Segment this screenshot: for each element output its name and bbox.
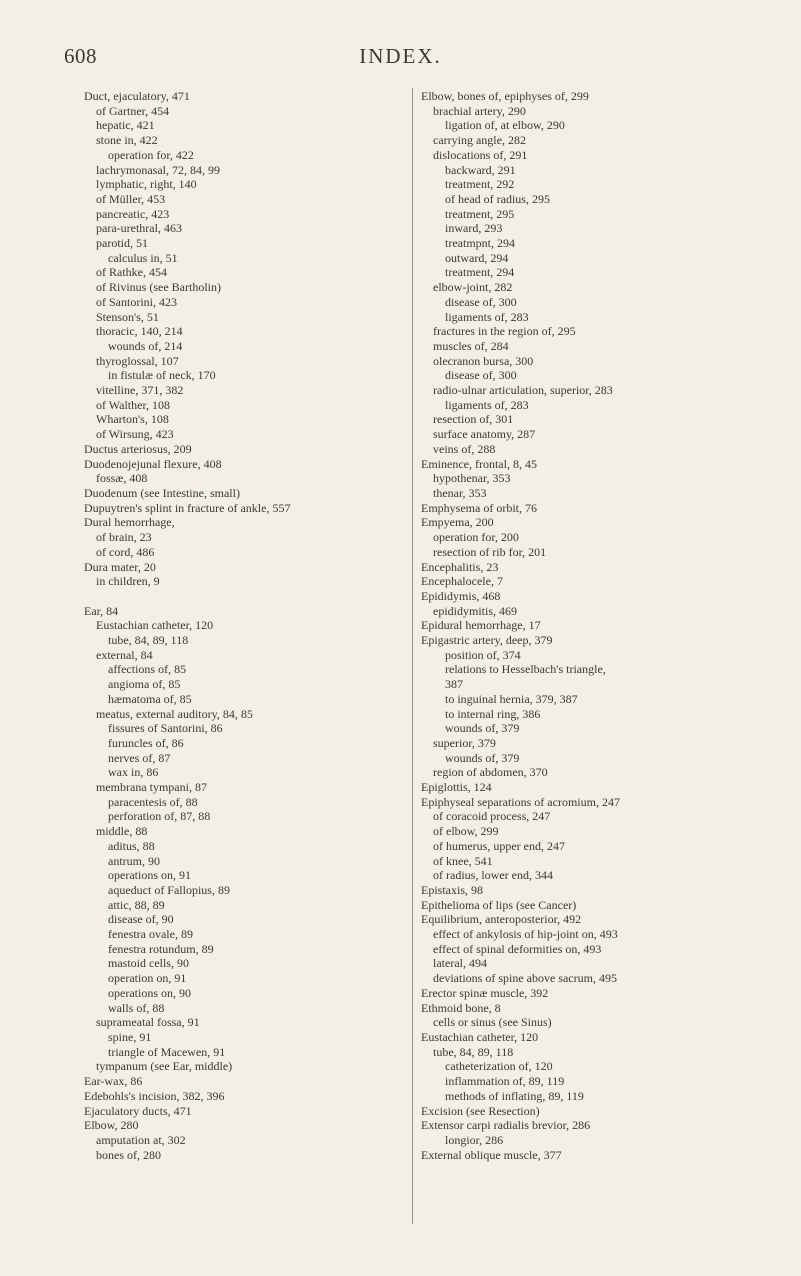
index-entry: Extensor carpi radialis brevior, 286 xyxy=(421,1118,591,1133)
index-entry: treatment, 295 xyxy=(445,206,515,221)
index-entry: Excision (see Resection) xyxy=(421,1103,540,1118)
index-entry: Wharton's, 108 xyxy=(96,412,169,427)
index-entry: 387 xyxy=(445,677,463,692)
index-entry: operation for, 200 xyxy=(433,530,519,545)
index-entry: wounds of, 379 xyxy=(445,721,520,736)
index-entry: Stenson's, 51 xyxy=(96,309,159,324)
index-entry: middle, 88 xyxy=(96,824,148,839)
index-entry: of cord, 486 xyxy=(96,544,155,559)
index-entry: to inguinal hernia, 379, 387 xyxy=(445,691,578,706)
index-entry: furuncles of, 86 xyxy=(108,735,184,750)
index-entry: Ethmoid bone, 8 xyxy=(421,1000,501,1015)
index-entry: ligaments of, 283 xyxy=(445,309,529,324)
index-entry: bones of, 280 xyxy=(96,1147,161,1162)
index-entry: Epithelioma of lips (see Cancer) xyxy=(421,897,577,912)
index-entry: Dural hemorrhage, xyxy=(84,515,175,530)
index-entry: of Müller, 453 xyxy=(96,191,166,206)
index-entry: triangle of Macewen, 91 xyxy=(108,1044,226,1059)
index-entry: effect of spinal deformities on, 493 xyxy=(433,941,602,956)
index-column-left xyxy=(84,89,404,1162)
index-entry: of coracoid process, 247 xyxy=(433,809,551,824)
index-entry: veins of, 288 xyxy=(433,441,496,456)
index-entry: to internal ring, 386 xyxy=(445,706,541,721)
index-entry: nerves of, 87 xyxy=(108,750,171,765)
index-entry: Ear-wax, 86 xyxy=(84,1074,143,1089)
index-entry: parotid, 51 xyxy=(96,236,148,251)
index-entry: in fistulæ of neck, 170 xyxy=(108,368,216,383)
index-entry: operations on, 90 xyxy=(108,985,191,1000)
index-entry: relations to Hesselbach's triangle, xyxy=(445,662,606,677)
index-entry: affections of, 85 xyxy=(108,662,187,677)
index-entry: Erector spinæ muscle, 392 xyxy=(421,985,549,1000)
index-entry: treatment, 292 xyxy=(445,177,515,192)
index-entry: Epiglottis, 124 xyxy=(421,780,492,795)
index-entry: of Gartner, 454 xyxy=(96,103,170,118)
index-entry: carrying angle, 282 xyxy=(433,133,526,148)
index-entry: methods of inflating, 89, 119 xyxy=(445,1088,584,1103)
index-entry: in children, 9 xyxy=(96,574,160,589)
index-entry: aditus, 88 xyxy=(108,838,155,853)
index-entry: stone in, 422 xyxy=(96,133,158,148)
index-entry: of Wirsung, 423 xyxy=(96,427,174,442)
index-entry: Emphysema of orbit, 76 xyxy=(421,500,537,515)
index-entry: radio-ulnar articulation, superior, 283 xyxy=(433,383,613,398)
index-entry: of elbow, 299 xyxy=(433,824,499,839)
index-entry: hæmatoma of, 85 xyxy=(108,691,192,706)
index-entry: walls of, 88 xyxy=(108,1000,165,1015)
index-entry: Dupuytren's splint in fracture of ankle, 557 xyxy=(84,500,291,515)
index-entry: Equilibrium, anteroposterior, 492 xyxy=(421,912,582,927)
index-entry: aqueduct of Fallopius, 89 xyxy=(108,882,230,897)
index-entry: para-urethral, 463 xyxy=(96,221,182,236)
index-entry: resection of rib for, 201 xyxy=(433,544,547,559)
index-entry: epididymitis, 469 xyxy=(433,603,517,618)
index-entry: dislocations of, 291 xyxy=(433,147,528,162)
index-entry: surface anatomy, 287 xyxy=(433,427,536,442)
index-entry: Encephalitis, 23 xyxy=(421,559,499,574)
index-entry: deviations of spine above sacrum, 495 xyxy=(433,971,617,986)
index-entry: muscles of, 284 xyxy=(433,338,509,353)
index-entry: Edebohls's incision, 382, 396 xyxy=(84,1088,225,1103)
index-entry: of Rivinus (see Bartholin) xyxy=(96,280,221,295)
index-entry: antrum, 90 xyxy=(108,853,160,868)
index-entry: Epididymis, 468 xyxy=(421,588,501,603)
index-entry: External oblique muscle, 377 xyxy=(421,1147,562,1162)
index-entry: Epistaxis, 98 xyxy=(421,882,483,897)
index-entry: fenestra rotundum, 89 xyxy=(108,941,214,956)
index-entry: Eustachian catheter, 120 xyxy=(96,618,214,633)
index-entry: effect of ankylosis of hip-joint on, 493 xyxy=(433,927,618,942)
page-title: INDEX. xyxy=(359,44,442,68)
index-entry: thyroglossal, 107 xyxy=(96,353,179,368)
index-entry: angioma of, 85 xyxy=(108,677,181,692)
index-entry: treatment, 294 xyxy=(445,265,515,280)
index-entry: elbow-joint, 282 xyxy=(433,280,513,295)
index-entry: olecranon bursa, 300 xyxy=(433,353,534,368)
index-entry: Duodenum (see Intestine, small) xyxy=(84,485,240,500)
index-entry: lymphatic, right, 140 xyxy=(96,177,197,192)
index-entry: hepatic, 421 xyxy=(96,118,155,133)
index-entry: of radius, lower end, 344 xyxy=(433,868,553,883)
column-divider xyxy=(412,88,413,1224)
index-entry: meatus, external auditory, 84, 85 xyxy=(96,706,253,721)
index-entry: Ear, 84 xyxy=(84,603,119,618)
index-entry: of Walther, 108 xyxy=(96,397,170,412)
index-entry: Dura mater, 20 xyxy=(84,559,156,574)
index-entry: membrana tympani, 87 xyxy=(96,780,207,795)
page-number: 608 xyxy=(64,44,97,68)
index-entry: of knee, 541 xyxy=(433,853,493,868)
index-entry: external, 84 xyxy=(96,647,153,662)
index-entry: mastoid cells, 90 xyxy=(108,956,189,971)
index-entry: of brain, 23 xyxy=(96,530,152,545)
index-entry: Elbow, bones of, epiphyses of, 299 xyxy=(421,89,589,103)
index-entry: ligation of, at elbow, 290 xyxy=(445,118,565,133)
index-entry: inflammation of, 89, 119 xyxy=(445,1074,565,1089)
index-entry: Ductus arteriosus, 209 xyxy=(84,441,192,456)
index-entry: wax in, 86 xyxy=(108,765,159,780)
index-entry: disease of, 300 xyxy=(445,368,517,383)
index-entry: Epiphyseal separations of acromium, 247 xyxy=(421,794,620,809)
index-entry: of Santorini, 423 xyxy=(96,294,177,309)
index-entry: perforation of, 87, 88 xyxy=(108,809,211,824)
index-entry: of humerus, upper end, 247 xyxy=(433,838,565,853)
index-entry: Epidural hemorrhage, 17 xyxy=(421,618,541,633)
index-entry: disease of, 300 xyxy=(445,294,517,309)
entry-gap xyxy=(84,589,404,604)
index-entry: wounds of, 379 xyxy=(445,750,520,765)
index-entry: resection of, 301 xyxy=(433,412,514,427)
index-entry: Encephalocele, 7 xyxy=(421,574,503,589)
index-entry: ligaments of, 283 xyxy=(445,397,529,412)
index-entry: of head of radius, 295 xyxy=(445,191,550,206)
index-entry: spine, 91 xyxy=(108,1029,152,1044)
index-column-right xyxy=(421,89,781,1162)
index-entry: region of abdomen, 370 xyxy=(433,765,548,780)
index-entry: operations on, 91 xyxy=(108,868,191,883)
index-entry: backward, 291 xyxy=(445,162,516,177)
index-entry: position of, 374 xyxy=(445,647,521,662)
index-entry: Eustachian catheter, 120 xyxy=(421,1030,539,1044)
index-entry: Duodenojejunal flexure, 408 xyxy=(84,456,222,471)
index-entry: fractures in the region of, 295 xyxy=(433,324,576,339)
index-entry: lateral, 494 xyxy=(433,956,487,971)
index-entry: treatmpnt, 294 xyxy=(445,236,515,251)
index-entry: brachial artery, 290 xyxy=(433,103,526,118)
index-entry: operation for, 422 xyxy=(108,147,194,162)
index-entry: hypothenar, 353 xyxy=(433,471,511,486)
index-entry: outward, 294 xyxy=(445,250,509,265)
index-entry: Empyema, 200 xyxy=(421,515,494,530)
index-entry: of Rathke, 454 xyxy=(96,265,167,280)
index-entry: vitelline, 371, 382 xyxy=(96,383,184,398)
index-entry: fissures of Santorini, 86 xyxy=(108,721,223,736)
index-entry: tympanum (see Ear, middle) xyxy=(96,1059,233,1074)
index-entry: pancreatic, 423 xyxy=(96,206,170,221)
index-entry: lachrymonasal, 72, 84, 99 xyxy=(96,162,220,177)
index-entry: disease of, 90 xyxy=(108,912,174,927)
index-entry: Eminence, frontal, 8, 45 xyxy=(421,456,537,471)
index-entry: amputation at, 302 xyxy=(96,1132,186,1147)
index-entry: thenar, 353 xyxy=(433,485,487,500)
index-entry: fenestra ovale, 89 xyxy=(108,927,193,942)
index-entry: Elbow, 280 xyxy=(84,1118,139,1133)
index-entry: thoracic, 140, 214 xyxy=(96,324,183,339)
index-entry: tube, 84, 89, 118 xyxy=(108,633,189,647)
index-entry: Ejaculatory ducts, 471 xyxy=(84,1103,192,1118)
index-entry: catheterization of, 120 xyxy=(445,1059,553,1074)
index-entry: fossæ, 408 xyxy=(96,471,148,486)
index-entry: wounds of, 214 xyxy=(108,338,183,353)
index-entry: suprameatal fossa, 91 xyxy=(96,1015,200,1030)
index-entry: attic, 88, 89 xyxy=(108,897,165,912)
index-entry: tube, 84, 89, 118 xyxy=(433,1044,514,1059)
index-entry: inward, 293 xyxy=(445,221,503,236)
index-entry: paracentesis of, 88 xyxy=(108,794,198,809)
index-entry: operation on, 91 xyxy=(108,971,187,986)
index-entry: longior, 286 xyxy=(445,1132,504,1147)
index-entry: Duct, ejaculatory, 471 xyxy=(84,89,190,103)
index-entry: Epigastric artery, deep, 379 xyxy=(421,633,553,648)
index-entry: cells or sinus (see Sinus) xyxy=(433,1015,552,1030)
index-entry: calculus in, 51 xyxy=(108,250,178,265)
index-entry: superior, 379 xyxy=(433,735,496,750)
